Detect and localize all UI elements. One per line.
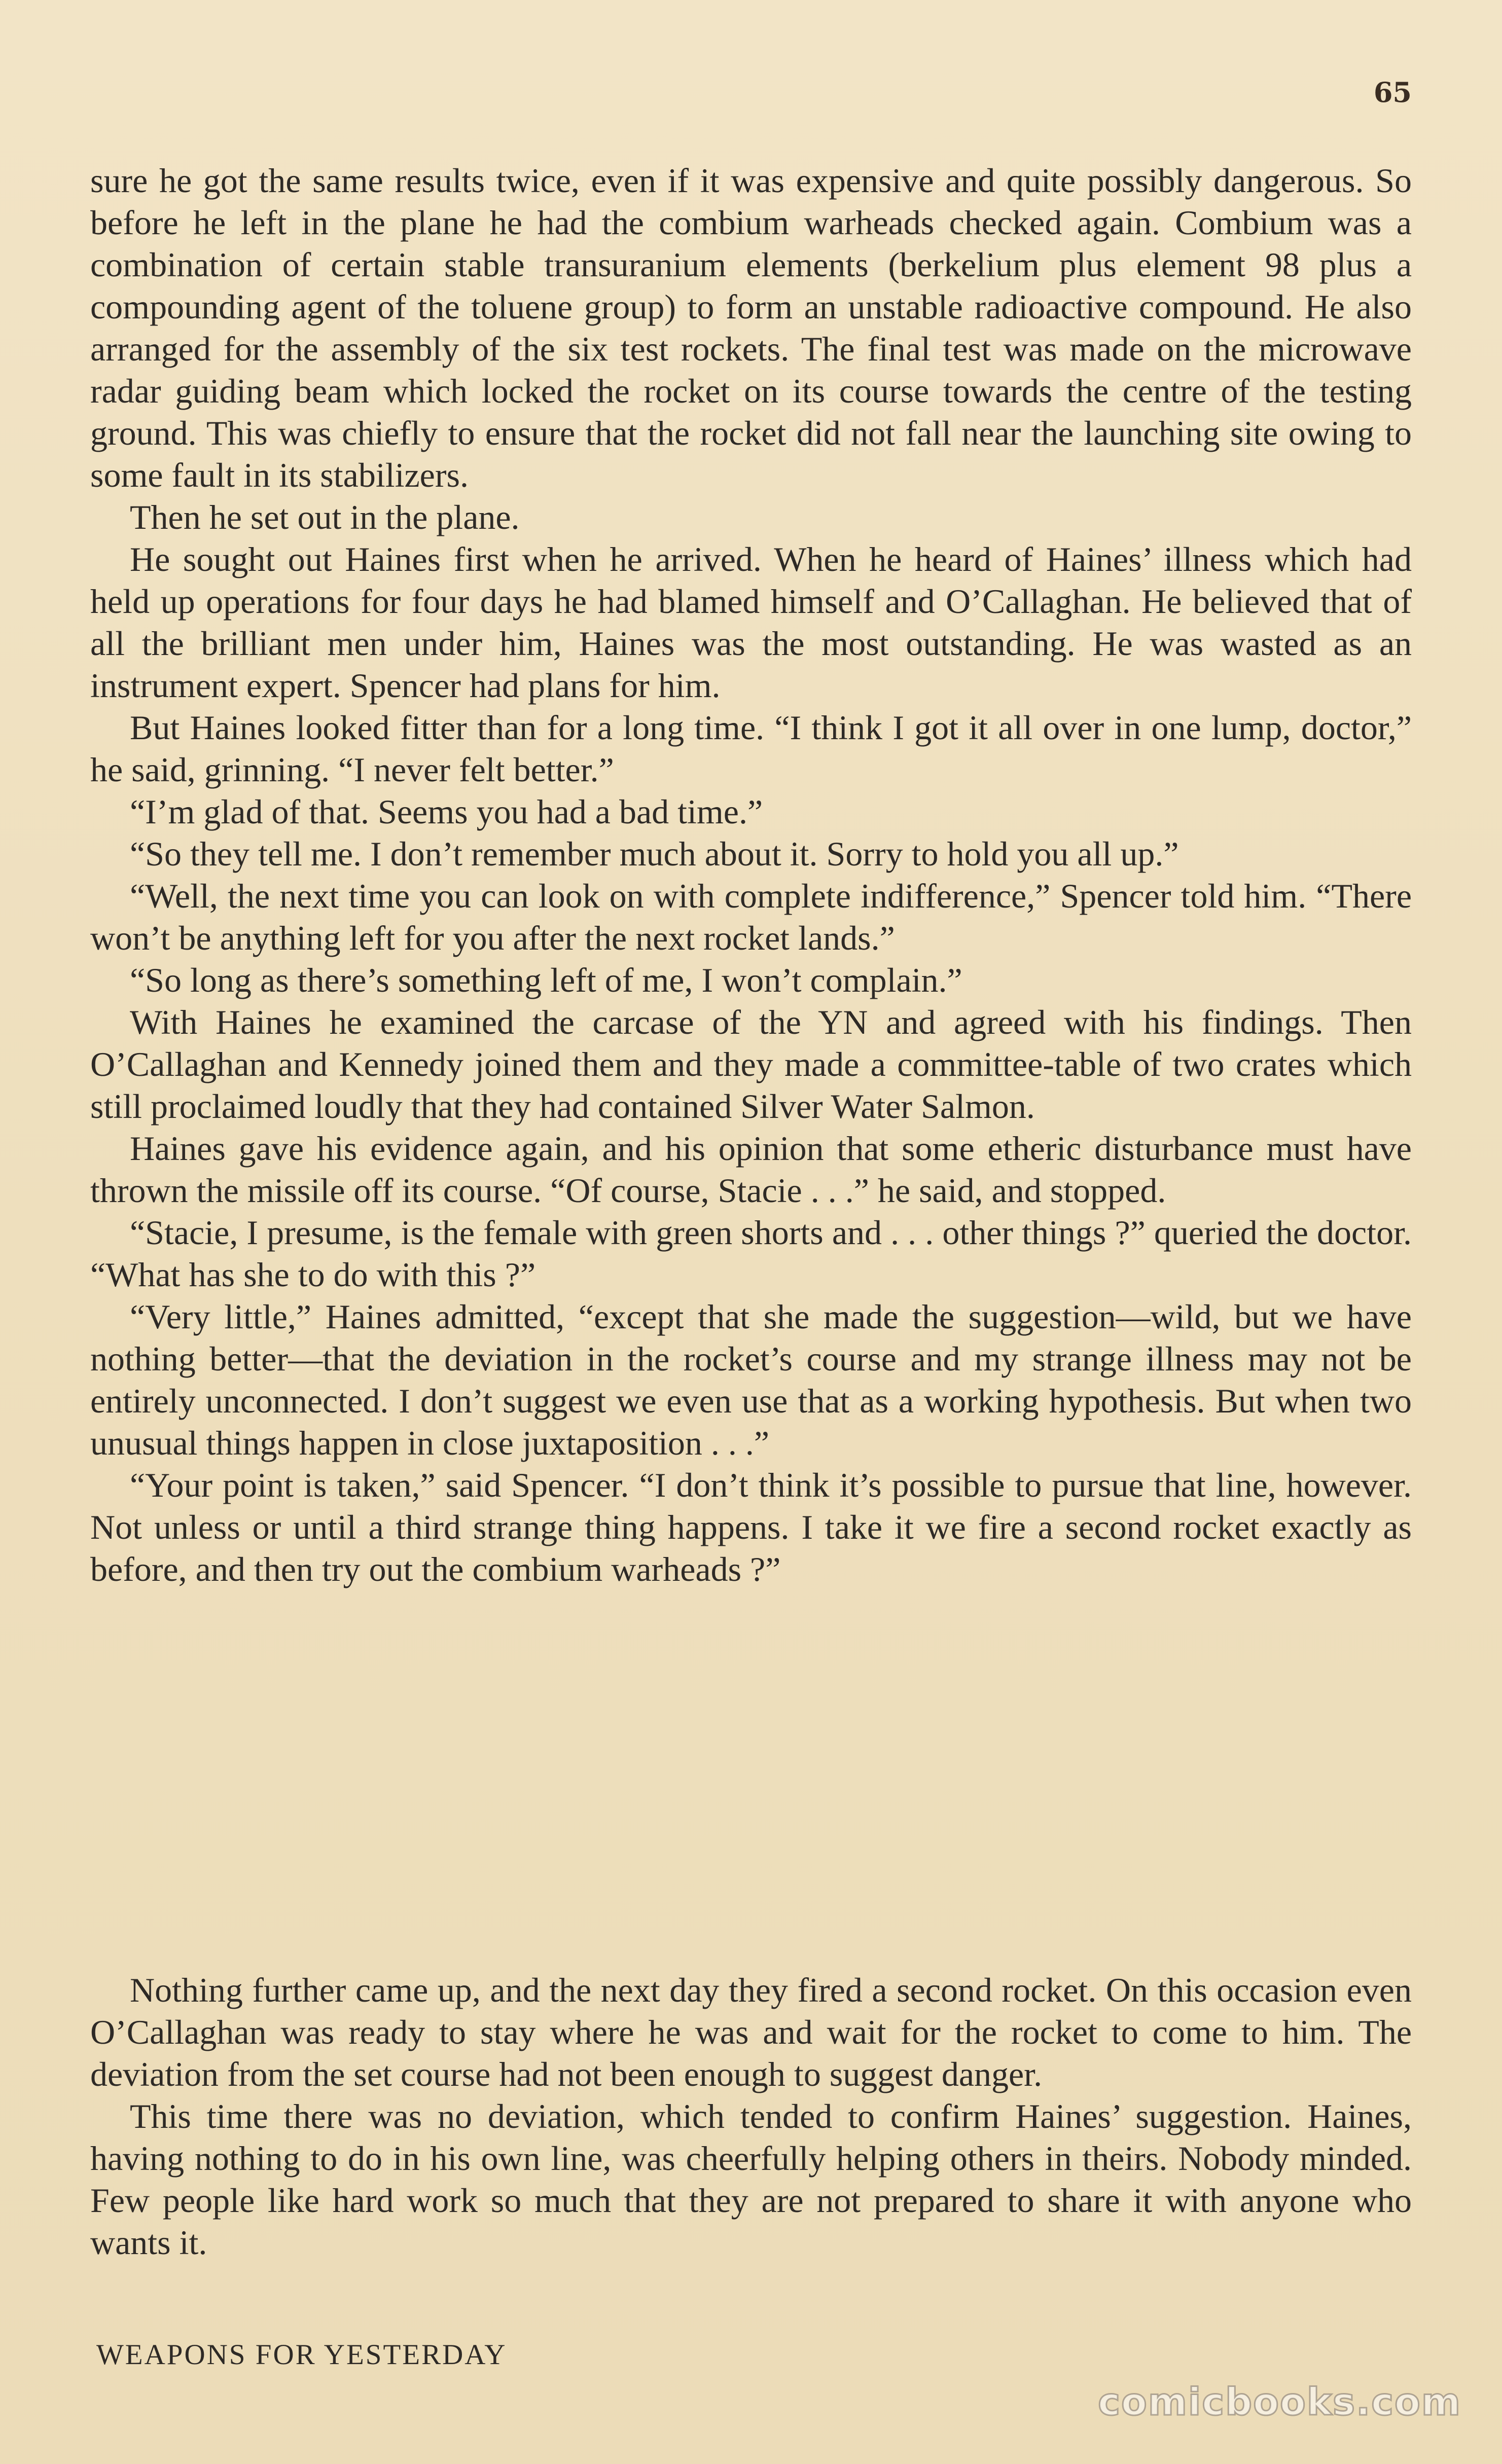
paragraph: “So they tell me. I don’t remember much about it. Sorry to hold you all up.” xyxy=(130,835,1179,873)
book-title-footer: WEAPONS FOR YESTERDAY xyxy=(96,2339,507,2371)
paragraph: “Your point is taken,” said Spencer. “I don’t think it’s possible to pursue that line, however. Not unless or until a third strange thing happens. I take it we fire a second rocket exactly as before, and then try out the combium warheads ?” xyxy=(90,1466,1412,1588)
paragraph: With Haines he examined the carcase of the YN and agreed with his findings. Then O’Callaghan and Kennedy joined them and they made a committee-table of two crates which still proclaimed loudly that they had contained Silver Water Salmon. xyxy=(90,1003,1412,1126)
paragraph: sure he got the same results twice, even if it was expensive and quite possibly dangerous. So before he left in the plane he had the combium warheads checked again. Combium was a combination of certain stable transuranium elements (berkelium plus element 98 plus a compounding agent of the toluene group) to form an unstable radioactive compound. He also arranged for the assembly of the six test rockets. The final test was made on the microwave radar guiding beam which locked the rocket on its course towards the centre of the testing ground. This was chiefly to ensure that the rocket did not fall near the launching site owing to some fault in its stabilizers. xyxy=(90,161,1412,494)
paragraph: “Stacie, I presume, is the female with green shorts and . . . other things ?” queried the doctor. “What has she to do with this ?” xyxy=(90,1213,1412,1294)
paragraph: This time there was no deviation, which tended to confirm Haines’ suggestion. Haines, having nothing to do in his own line, was cheerfully helping others in theirs. Nobody minded. Few people like hard work so much that they are not prepared to share it with anyone who wants it. xyxy=(90,2097,1412,2262)
paragraph: He sought out Haines first when he arrived. When he heard of Haines’ illness which had held up operations for four days he had blamed himself and O’Callaghan. He believed that of all the brilliant men under him, Haines was the most outstanding. He was wasted as an instrument expert. Spencer had plans for him. xyxy=(90,540,1412,705)
body-text-bottom xyxy=(90,1969,1412,2264)
paragraph: But Haines looked fitter than for a long time. “I think I got it all over in one lump, doctor,” he said, grinning. “I never felt better.” xyxy=(90,708,1412,789)
paragraph: Then he set out in the plane. xyxy=(130,498,520,536)
paragraph: Haines gave his evidence again, and his opinion that some etheric disturbance must have thrown the missile off its course. “Of course, Stacie . . .” he said, and stopped. xyxy=(90,1129,1412,1210)
paragraph: Nothing further came up, and the next day they fired a second rocket. On this occasion even O’Callaghan was ready to stay where he was and wait for the rocket to come to him. The deviation from the set course had not been enough to suggest danger. xyxy=(90,1971,1412,2093)
paragraph: “Well, the next time you can look on with complete indifference,” Spencer told him. “There won’t be anything left for you after the next rocket lands.” xyxy=(90,877,1412,957)
paragraph: “I’m glad of that. Seems you had a bad time.” xyxy=(130,792,763,831)
paragraph: “So long as there’s something left of me, I won’t complain.” xyxy=(130,961,962,999)
watermark: comicbooks.com xyxy=(1098,2380,1461,2424)
page-number: 65 xyxy=(1373,76,1412,108)
paragraph: “Very little,” Haines admitted, “except that she made the suggestion—wild, but we have nothing better—that the deviation in the rocket’s course and my strange illness may not be entirely unconnected. I don’t suggest we even use that as a working hypothesis. But when two unusual things happen in close juxtaposition . . .” xyxy=(90,1297,1412,1462)
body-text-top xyxy=(90,160,1412,1590)
